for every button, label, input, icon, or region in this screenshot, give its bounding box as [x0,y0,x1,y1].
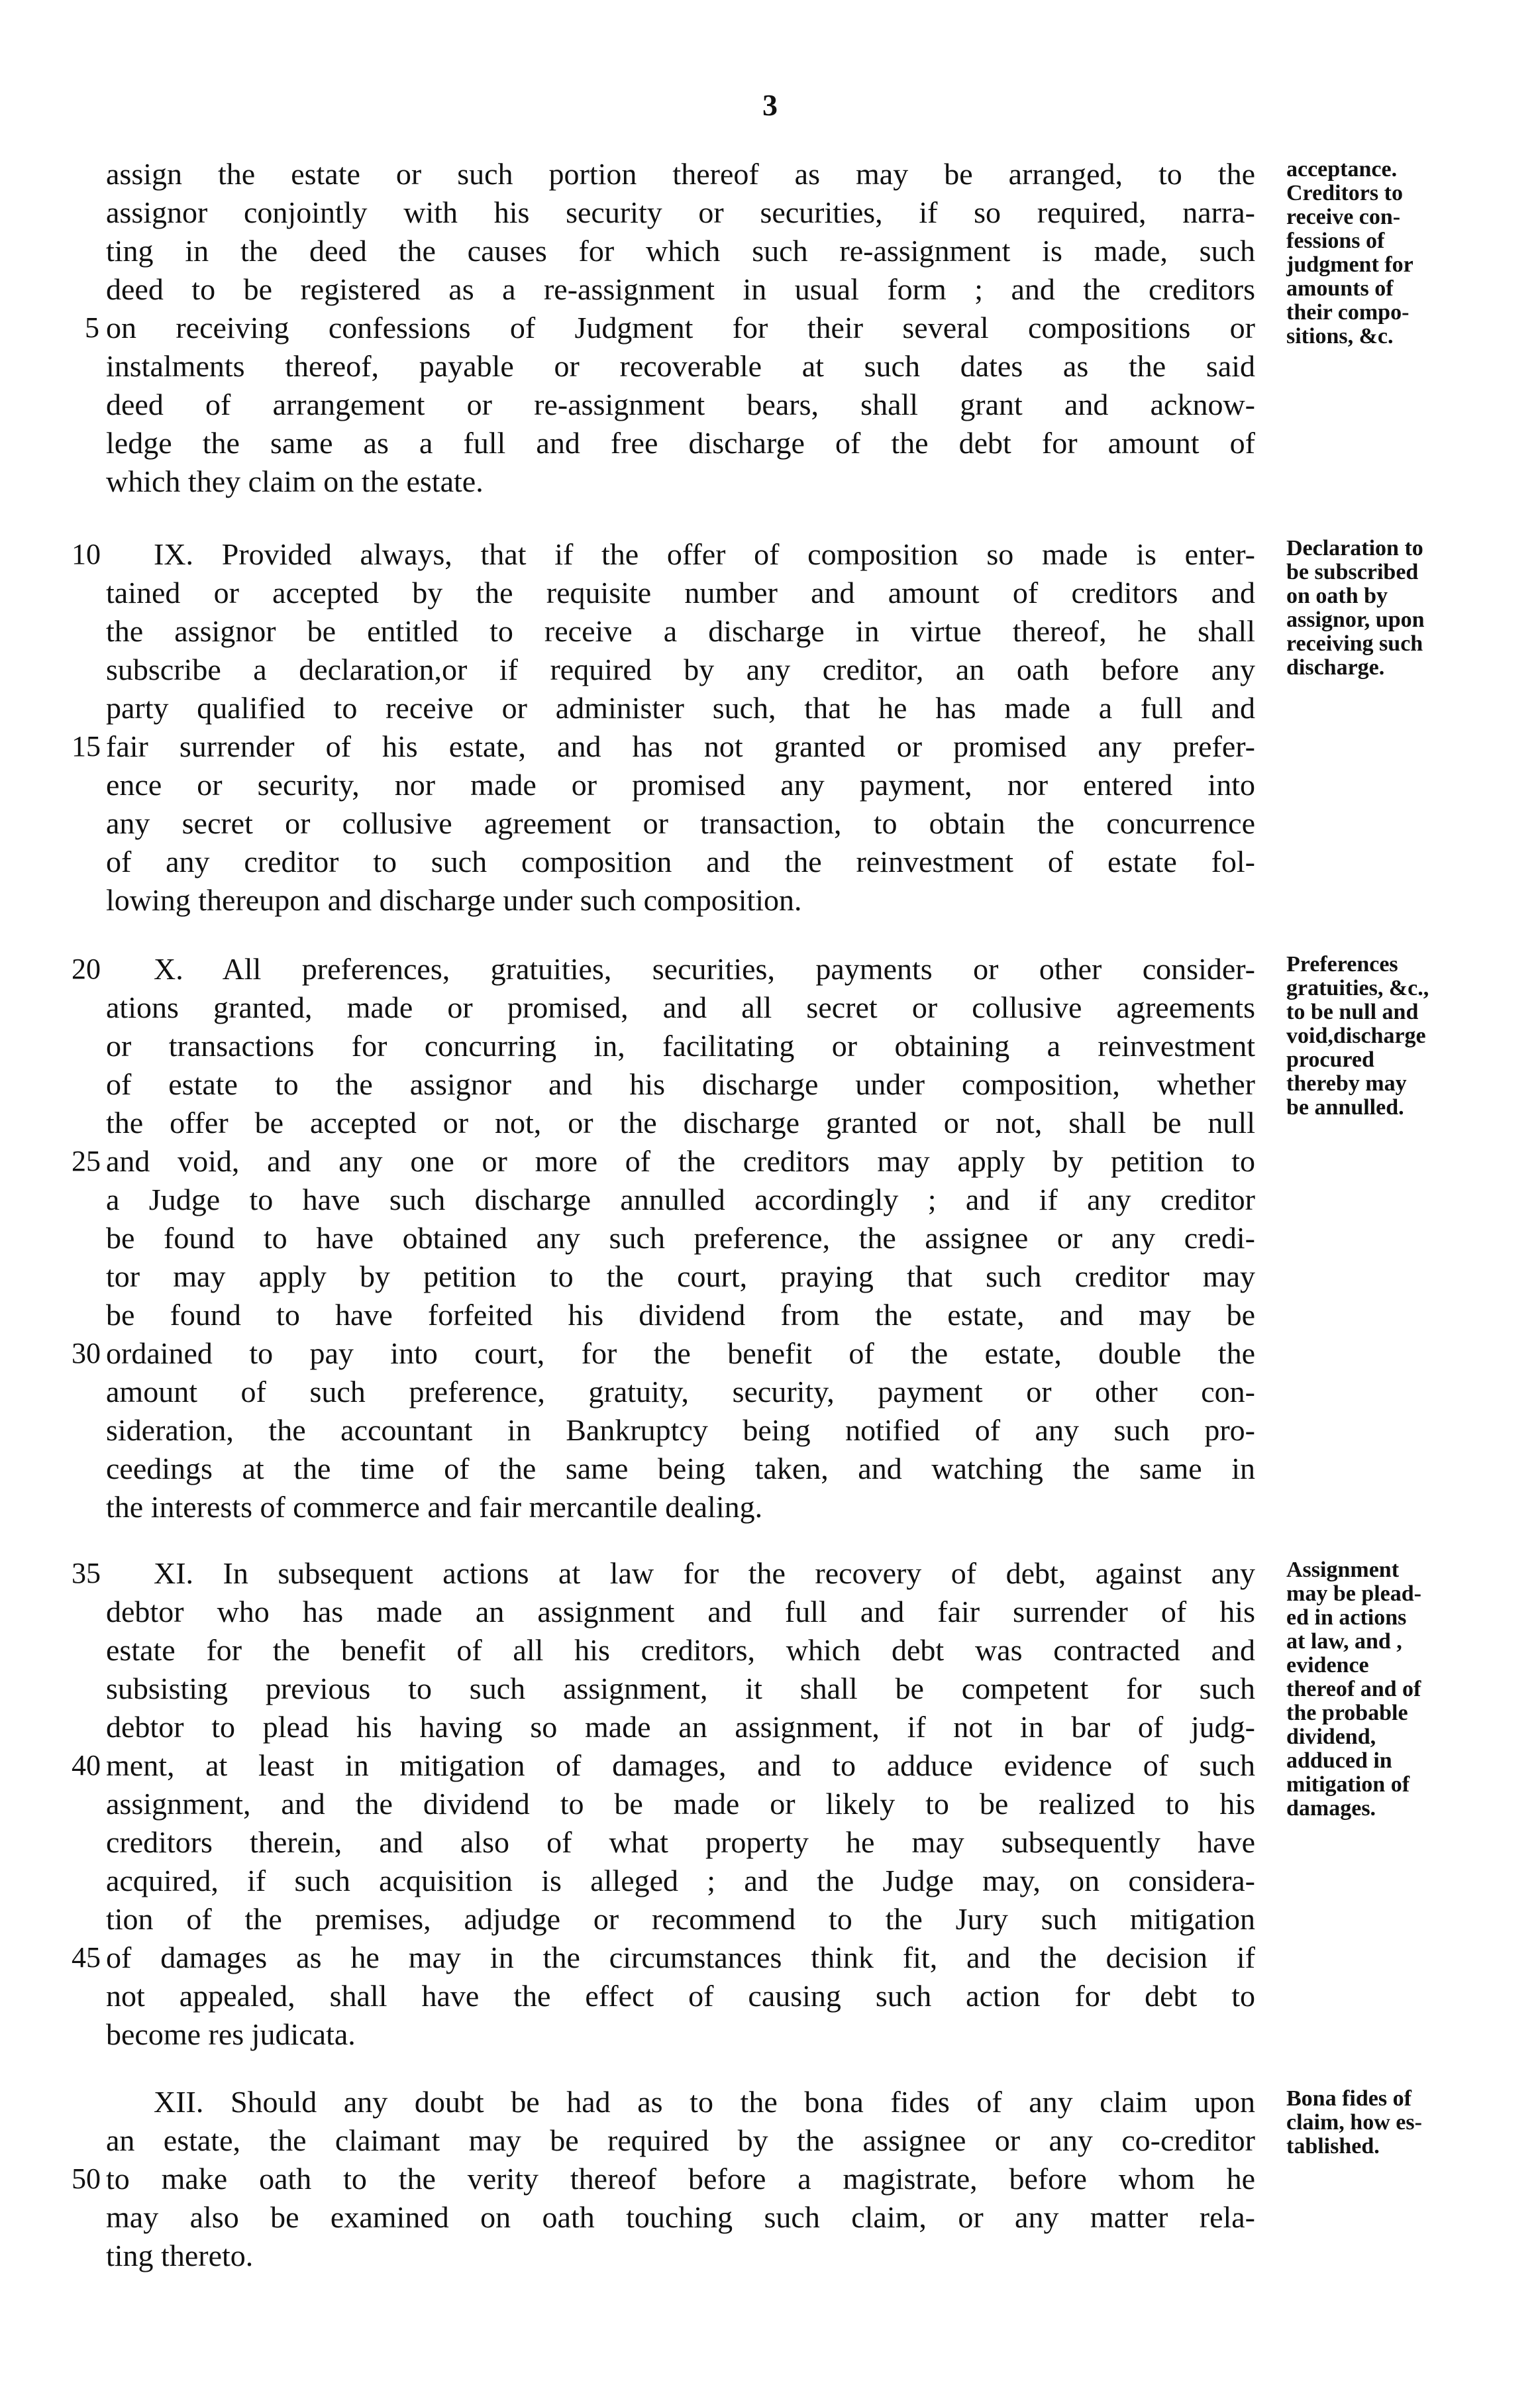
line-text: deed to be registered as a re-assignment in usual form ; and the creditors [106,272,1255,306]
text-line [0,2197,1540,2235]
line-text: ting in the deed the causes for which such re-assignment is made, such [106,234,1255,268]
margin-note-line: adduced in [1286,1748,1392,1773]
margin-note-line: may be plead- [1286,1581,1421,1606]
text-line [0,461,1540,500]
margin-note-line: thereby may [1286,1071,1407,1096]
line-text: be found to have forfeited his dividend from the estate, and may be [106,1298,1255,1332]
line-text: subscribe a declaration,or if required by any creditor, an oath before any [106,653,1255,686]
line-text: may also be examined on oath touching such claim, or any matter rela- [106,2200,1255,2234]
line-text: of any creditor to such composition and the reinvestment of estate fol- [106,845,1255,878]
line-text: ations granted, made or promised, and all secret or collusive agreements [106,990,1255,1024]
margin-note [1286,2087,1505,2158]
margin-note-line: fessions of [1286,229,1385,253]
margin-note-line: acceptance. [1286,157,1398,182]
text-line [0,2235,1540,2274]
margin-note [1286,537,1505,680]
margin-note-line: amounts of [1286,276,1394,301]
line-number: 25 [72,1145,101,1177]
text-line [0,880,1540,918]
text-line [0,1410,1540,1448]
line-number: 15 [72,730,101,763]
margin-note-line: Preferences [1286,952,1398,977]
text-line [0,1822,1540,1860]
text-line [0,2014,1540,2052]
section-ix [0,534,1540,918]
line-text: on receiving confessions of Judgment for their several compositions or [106,311,1255,345]
line-number: 40 [72,1749,101,1782]
margin-note-line: Assignment [1286,1558,1400,1582]
line-text: tained or accepted by the requisite number and amount of creditors and [106,576,1255,610]
margin-note-line: void,discharge [1286,1024,1426,1048]
margin-note-line: ed in actions [1286,1605,1407,1630]
line-text: of damages as he may in the circumstances think fit, and the decision if [106,1941,1255,1974]
line-text: lowing thereupon and discharge under such composition. [106,883,802,917]
section-continuation [0,154,1540,500]
line-text: ence or security, nor made or promised any payment, nor entered into [106,768,1255,802]
text-line [0,841,1540,880]
text-line [0,688,1540,726]
section-xii [0,2082,1540,2274]
margin-note-line: Creditors to [1286,181,1403,205]
text-line [0,803,1540,841]
line-number: 10 [72,538,101,570]
line-text: assignor conjointly with his security or securities, if so required, narra- [106,195,1255,229]
line-text: fair surrender of his estate, and has not granted or promised any prefer- [106,729,1255,763]
section-xi [0,1553,1540,2052]
margin-note [1286,1558,1505,1821]
line-text: subsisting previous to such assignment, it shall be competent for such [106,1672,1255,1705]
text-line [0,1256,1540,1295]
line-text: ceedings at the time of the same being taken, and watching the same in [106,1452,1255,1485]
line-text: ment, at least in mitigation of damages, and to adduce evidence of such [106,1748,1255,1782]
line-text: X. All preferences, gratuities, securities, payments or other consider- [154,952,1255,986]
line-number: 30 [72,1337,101,1369]
line-text: instalments thereof, payable or recoverable at such dates as the said [106,349,1255,383]
line-text: party qualified to receive or administer such, that he has made a full and [106,691,1255,725]
line-text: the interests of commerce and fair mercantile dealing. [106,1490,763,1524]
line-text: to make oath to the verity thereof before a magistrate, before whom he [106,2162,1255,2196]
text-line [0,384,1540,423]
line-text: ordained to pay into court, for the benefit of the estate, double the [106,1336,1255,1370]
page-number: 3 [762,88,778,122]
line-text: which they claim on the estate. [106,464,484,498]
text-line [0,346,1540,384]
text-line [0,1899,1540,1937]
margin-note-line: be subscribed [1286,560,1419,584]
line-text: and void, and any one or more of the creditors may apply by petition to [106,1144,1255,1178]
margin-note-line: judgment for [1286,252,1413,277]
margin-note-line: mitigation of [1286,1772,1410,1797]
line-text: any secret or collusive agreement or transaction, to obtain the concurrence [106,806,1255,840]
text-line [0,423,1540,461]
line-text: creditors therein, and also of what property he may subsequently have [106,1825,1255,1859]
text-line [0,1179,1540,1218]
line-text: deed of arrangement or re-assignment bears, shall grant and acknow- [106,388,1255,421]
margin-note-line: Bona fides of [1286,2086,1412,2111]
margin-note-line: thereof and of [1286,1677,1421,1701]
line-text: tion of the premises, adjudge or recommend to the Jury such mitigation [106,1902,1255,1936]
margin-note-line: claim, how es- [1286,2110,1422,2135]
line-text: a Judge to have such discharge annulled accordingly ; and if any creditor [106,1183,1255,1216]
line-text: amount of such preference, gratuity, security, payment or other con- [106,1375,1255,1409]
margin-note [1286,953,1505,1120]
line-text: acquired, if such acquisition is alleged ; and the Judge may, on considera- [106,1864,1255,1897]
text-line [0,1218,1540,1256]
margin-note-line: assignor, upon [1286,608,1425,632]
text-line [0,1487,1540,1525]
line-text: assignment, and the dividend to be made or likely to be realized to his [106,1787,1255,1821]
margin-note-line: to be null and [1286,1000,1419,1024]
text-line [0,726,1540,765]
margin-note-line: sitions, &c. [1286,324,1394,348]
margin-note-line: gratuities, &c., [1286,976,1429,1000]
text-line [0,1333,1540,1371]
line-text: ting thereto. [106,2239,254,2272]
margin-note-line: damages. [1286,1796,1376,1821]
line-text: not appealed, shall have the effect of causing such action for debt to [106,1979,1255,2013]
text-line [0,1371,1540,1410]
line-text: the offer be accepted or not, or the discharge granted or not, shall be null [106,1106,1255,1140]
text-line [0,2158,1540,2197]
text-line [0,1448,1540,1487]
line-text: debtor to plead his having so made an assignment, if not in bar of judg- [106,1710,1255,1744]
margin-note-line: Declaration to [1286,536,1423,560]
text-line [0,1295,1540,1333]
line-text: estate for the benefit of all his creditors, which debt was contracted and [106,1633,1255,1667]
line-text: the assignor be entitled to receive a discharge in virtue thereof, he shall [106,614,1255,648]
margin-note-line: discharge. [1286,655,1385,680]
margin-note-line: procured [1286,1047,1374,1072]
margin-note-line: on oath by [1286,584,1388,608]
text-line [0,1860,1540,1899]
margin-note-line: be annulled. [1286,1095,1404,1120]
text-line [0,765,1540,803]
text-line [0,1937,1540,1976]
line-text: IX. Provided always, that if the offer of composition so made is enter- [154,537,1255,571]
line-text: an estate, the claimant may be required by the assignee or any co-creditor [106,2123,1255,2157]
line-text: ledge the same as a full and free discharge of the debt for amount of [106,426,1255,460]
line-text: assign the estate or such portion thereof as may be arranged, to the [106,157,1255,191]
margin-note-line: dividend, [1286,1725,1376,1749]
margin-note-line: their compo- [1286,300,1410,325]
line-text: XI. In subsequent actions at law for the recovery of debt, against any [154,1556,1255,1590]
margin-note-line: receive con- [1286,205,1401,229]
line-text: of estate to the assignor and his discharge under composition, whether [106,1067,1255,1101]
margin-note-line: tablished. [1286,2134,1380,2158]
margin-note-line: evidence [1286,1653,1369,1677]
line-number: 5 [85,311,99,344]
line-text: be found to have obtained any such preference, the assignee or any credi- [106,1221,1255,1255]
line-number: 35 [72,1557,101,1589]
line-text: tor may apply by petition to the court, praying that such creditor may [106,1259,1255,1293]
line-text: sideration, the accountant in Bankruptcy being notified of any such pro- [106,1413,1255,1447]
line-number: 45 [72,1941,101,1974]
margin-note-line: at law, and , [1286,1629,1402,1654]
margin-note-line: the probable [1286,1701,1408,1725]
section-x [0,949,1540,1525]
line-text: or transactions for concurring in, facilitating or obtaining a reinvestment [106,1029,1255,1063]
text-line [0,1141,1540,1179]
line-text: become res judicata. [106,2017,356,2051]
line-text: debtor who has made an assignment and full and fair surrender of his [106,1595,1255,1628]
margin-note [1286,158,1505,348]
line-number: 20 [72,953,101,985]
line-number: 50 [72,2162,101,2195]
margin-note-line: receiving such [1286,631,1423,656]
line-text: XII. Should any doubt be had as to the bona fides of any claim upon [154,2085,1255,2119]
text-line [0,1976,1540,2014]
